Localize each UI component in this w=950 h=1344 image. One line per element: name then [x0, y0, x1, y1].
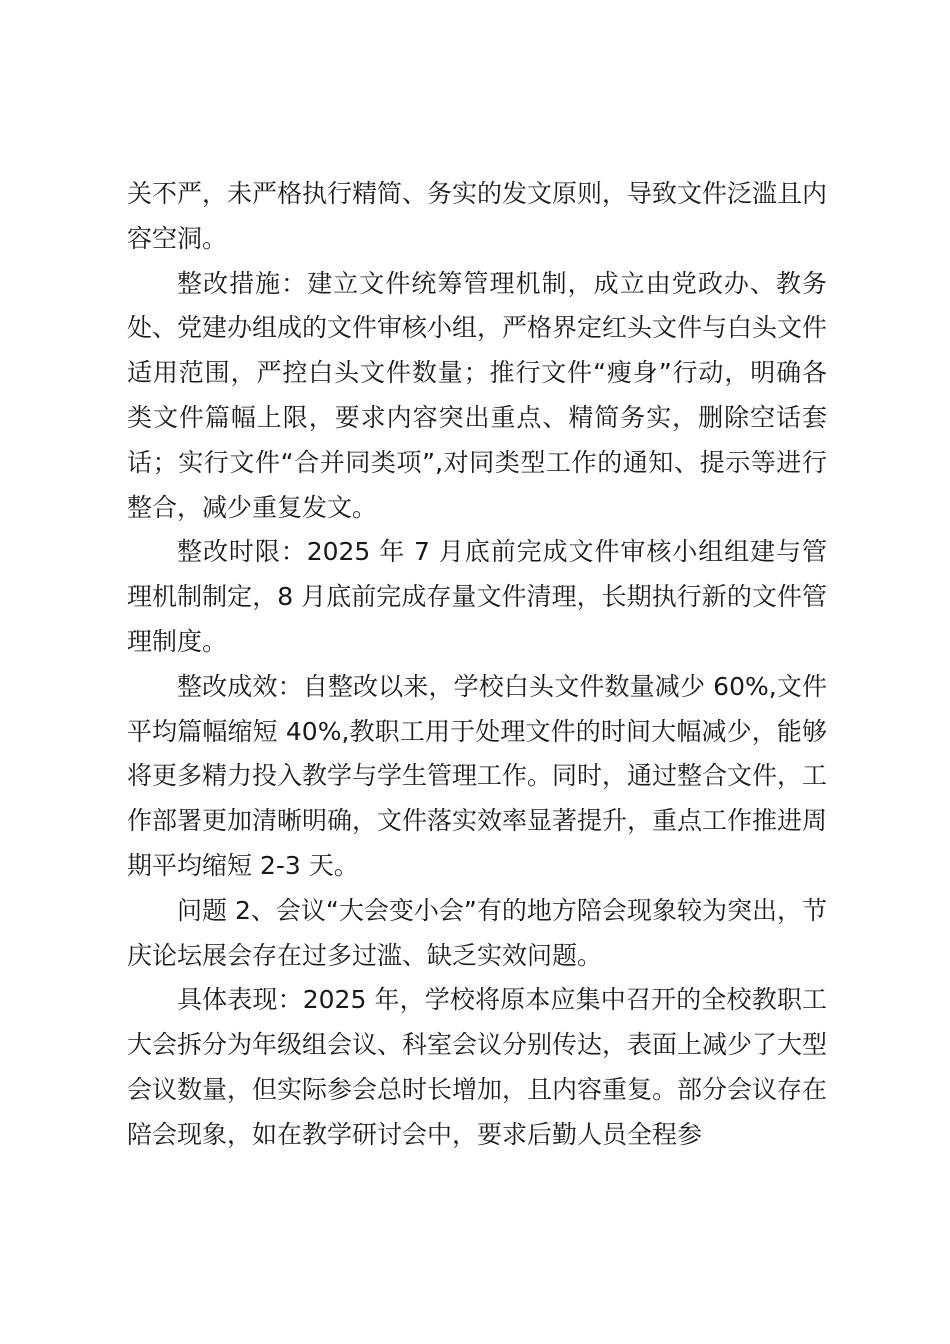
- paragraph-continuation: 关不严，未严格执行精简、务实的发文原则，导致文件泛滥且内容空洞。: [127, 179, 828, 253]
- document-body: [127, 172, 827, 1158]
- paragraph-rectification-measures: 整改措施：建立文件统筹管理机制，成立由党政办、教务处、党建办组成的文件审核小组，严格界定红头文件与白头文件适用范围，严控白头文件数量；推行文件“瘦身”行动，明确各类文件篇幅上限，要求内容突出重点、精简务实，删除空话套话；实行文件“合并同类项”,对同类型工作的通知、提示等进行整合，减少重复发文。: [127, 268, 828, 522]
- paragraph-problem-2: 问题 2、会议“大会变小会”有的地方陪会现象较为突出，节庆论坛展会存在过多过滥、缺乏实效问题。: [127, 895, 827, 970]
- paragraph-specific-manifestation: 具体表现：2025 年，学校将原本应集中召开的全校教职工大会拆分为年级组会议、科室会议分别传达，表面上减少了大型会议数量，但实际参会总时长增加，且内容重复。部分会议存在陪会现象，如在教学研讨会中，要求后勤人员全程参: [127, 985, 828, 1149]
- paragraph-rectification-results: 整改成效：自整改以来，学校白头文件数量减少 60%,文件平均篇幅缩短 40%,教职工用于处理文件的时间大幅减少，能够将更多精力投入教学与学生管理工作。同时，通过整合文件，工作部署更加清晰明确，文件落实效率显著提升，重点工作推进周期平均缩短 2-3 天。: [127, 671, 828, 880]
- paragraph-rectification-deadline: 整改时限：2025 年 7 月底前完成文件审核小组组建与管理机制制定，8 月底前完成存量文件清理，长期执行新的文件管理制度。: [127, 537, 827, 656]
